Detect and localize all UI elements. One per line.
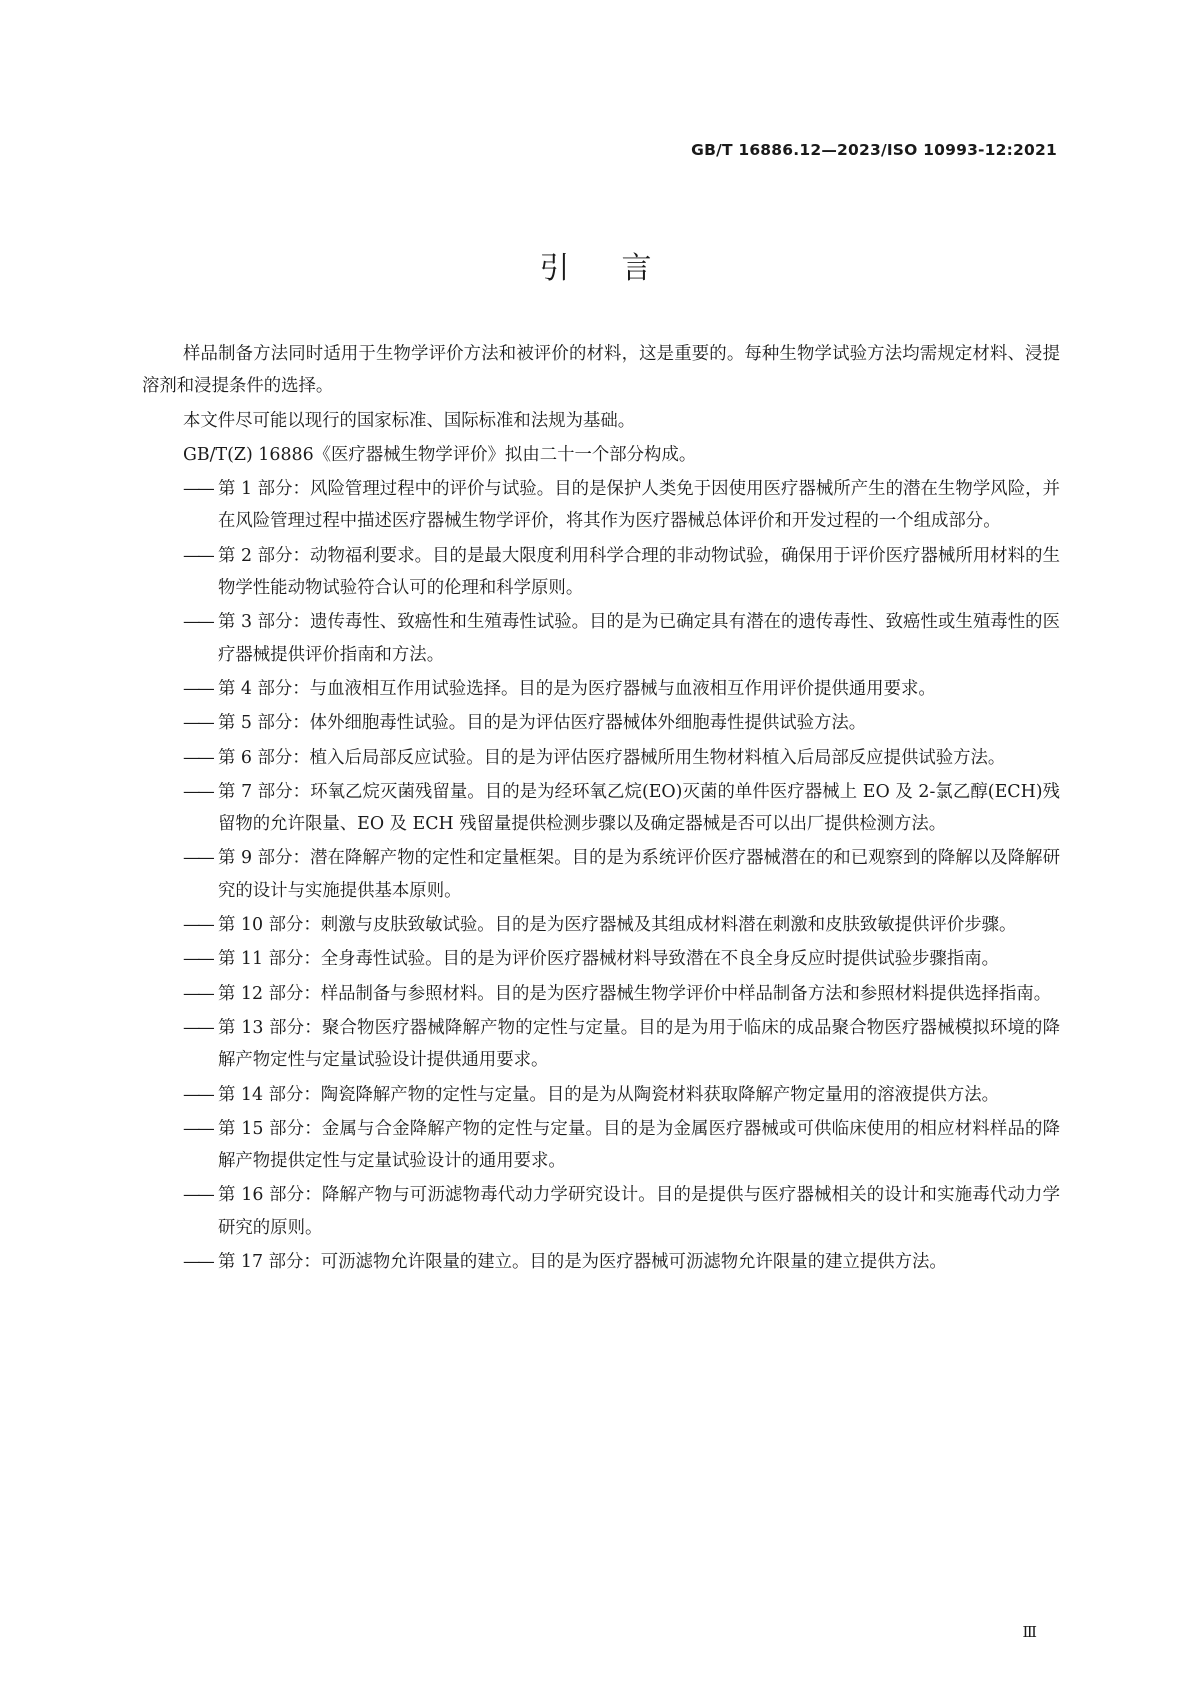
list-item-text: 第 15 部分：金属与合金降解产物的定性与定量。目的是为金属医疗器械或可供临床使用的相应材料样品的降解产物提供定性与定量试验设计的通用要求。 xyxy=(218,1118,1060,1172)
list-item-text: 第 14 部分：陶瓷降解产物的定性与定量。目的是为从陶瓷材料获取降解产物定量用的溶液提供方法。 xyxy=(218,1084,999,1105)
list-item xyxy=(142,606,1060,671)
list-item-text: 第 13 部分：聚合物医疗器械降解产物的定性与定量。目的是为用于临床的成品聚合物医疗器械模拟环境的降解产物定性与定量试验设计提供通用要求。 xyxy=(218,1017,1060,1071)
body-content xyxy=(142,338,1060,1280)
list-item-text: 第 12 部分：样品制备与参照材料。目的是为医疗器械生物学评价中样品制备方法和参照材料提供选择指南。 xyxy=(218,983,1052,1004)
list-item xyxy=(142,1113,1060,1178)
list-dash: —— xyxy=(183,612,212,633)
parts-overview-paragraph: GB/T(Z) 16886《医疗器械生物学评价》拟由二十一个部分构成。 xyxy=(183,444,697,465)
list-item xyxy=(142,473,1060,538)
list-item xyxy=(142,1246,1060,1278)
list-item xyxy=(142,540,1060,605)
list-item-text: 第 3 部分：遗传毒性、致癌性和生殖毒性试验。目的是为已确定具有潜在的遗传毒性、致癌性或生殖毒性的医疗器械提供评价指南和方法。 xyxy=(218,612,1060,665)
list-item-text: 第 16 部分：降解产物与可沥滤物毒代动力学研究设计。目的是提供与医疗器械相关的设计和实施毒代动力学研究的原则。 xyxy=(218,1185,1060,1238)
list-dash: —— xyxy=(183,1084,212,1105)
list-item-text: 第 17 部分：可沥滤物允许限量的建立。目的是为医疗器械可沥滤物允许限量的建立提供方法。 xyxy=(218,1252,947,1273)
list-dash: —— xyxy=(183,1252,212,1273)
list-item xyxy=(142,707,1060,739)
list-item-text: 第 4 部分：与血液相互作用试验选择。目的是为医疗器械与血液相互作用评价提供通用要求。 xyxy=(218,678,936,699)
list-item xyxy=(142,943,1060,975)
list-dash: —— xyxy=(183,713,212,734)
list-dash: —— xyxy=(183,848,212,869)
list-item-text: 第 1 部分：风险管理过程中的评价与试验。目的是保护人类免于因使用医疗器械所产生的潜在生物学风险，并在风险管理过程中描述医疗器械生物学评价，将其作为医疗器械总体评价和开发过程的一个组成部分。 xyxy=(218,479,1060,532)
list-item xyxy=(142,673,1060,705)
list-item xyxy=(142,742,1060,774)
list-item-text: 第 7 部分：环氧乙烷灭菌残留量。目的是为经环氧乙烷(EO)灭菌的单件医疗器械上 EO 及 2-氯乙醇(ECH)残留物的允许限量、EO 及 ECH 残留量提供检测步骤以及确定器械是否可以出厂提供检测方法。 xyxy=(218,781,1060,835)
basis-paragraph: 本文件尽可能以现行的国家标准、国际标准和法规为基础。 xyxy=(183,410,636,431)
list-item xyxy=(142,1012,1060,1077)
list-dash: —— xyxy=(183,545,212,566)
list-item xyxy=(142,1079,1060,1111)
list-dash: —— xyxy=(183,747,212,768)
list-dash: —— xyxy=(183,915,212,936)
list-item-text: 第 11 部分：全身毒性试验。目的是为评价医疗器械材料导致潜在不良全身反应时提供试验步骤指南。 xyxy=(218,949,999,970)
standard-code-header: GB/T 16886.12—2023/ISO 10993-12:2021 xyxy=(691,141,1057,159)
section-title xyxy=(0,243,1191,287)
title-char-1: 引 xyxy=(539,251,570,286)
list-dash: —— xyxy=(183,949,212,970)
title-char-2: 言 xyxy=(621,251,652,286)
list-item xyxy=(142,842,1060,907)
page-number: Ⅲ xyxy=(1022,1623,1037,1641)
list-item xyxy=(142,978,1060,1010)
list-item xyxy=(142,776,1060,841)
list-dash: —— xyxy=(183,1017,212,1038)
list-dash: —— xyxy=(183,1185,212,1206)
list-item-text: 第 2 部分：动物福利要求。目的是最大限度利用科学合理的非动物试验，确保用于评价医疗器械所用材料的生物学性能动物试验符合认可的伦理和科学原则。 xyxy=(218,545,1060,599)
list-dash: —— xyxy=(183,983,212,1004)
intro-paragraph: 样品制备方法同时适用于生物学评价方法和被评价的材料，这是重要的。每种生物学试验方法均需规定材料、浸提溶剂和浸提条件的选择。 xyxy=(142,344,1060,397)
list-dash: —— xyxy=(183,678,212,699)
list-item-text: 第 10 部分：刺激与皮肤致敏试验。目的是为医疗器械及其组成材料潜在刺激和皮肤致敏提供评价步骤。 xyxy=(218,915,1017,936)
list-item-text: 第 5 部分：体外细胞毒性试验。目的是为评估医疗器械体外细胞毒性提供试验方法。 xyxy=(218,713,867,734)
list-dash: —— xyxy=(183,781,212,802)
list-item-text: 第 6 部分：植入后局部反应试验。目的是为评估医疗器械所用生物材料植入后局部反应提供试验方法。 xyxy=(218,747,1006,768)
list-item xyxy=(142,909,1060,941)
list-dash: —— xyxy=(183,479,212,500)
list-dash: —— xyxy=(183,1118,212,1139)
list-item-text: 第 9 部分：潜在降解产物的定性和定量框架。目的是为系统评价医疗器械潜在的和已观察到的降解以及降解研究的设计与实施提供基本原则。 xyxy=(218,848,1060,901)
list-item xyxy=(142,1179,1060,1244)
